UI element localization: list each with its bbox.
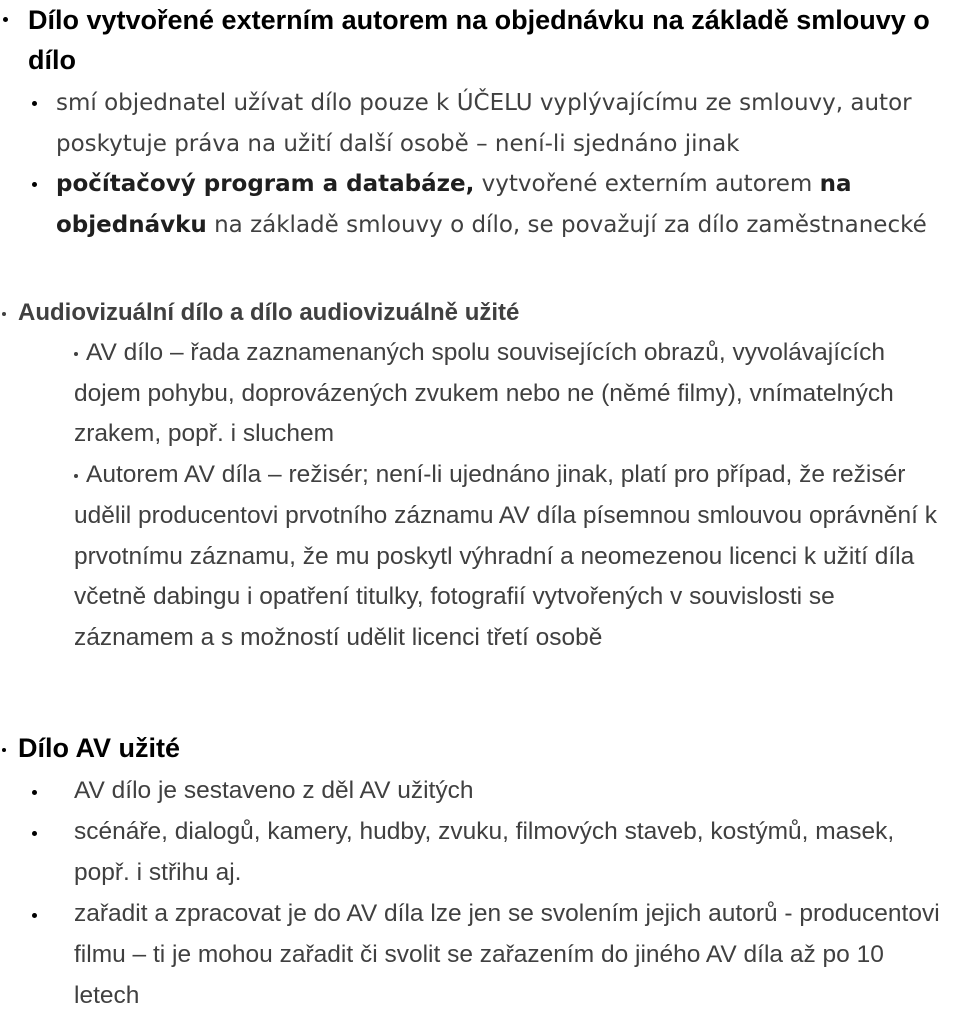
section-external-author-work [0, 0, 960, 245]
item-text: scénáře, dialogů, kamery, hudby, zvuku, filmových staveb, kostýmů, masek, popř. i střihu aj. [74, 818, 895, 886]
item-text: AV dílo – řada zaznamenaných spolu souvisejících obrazů, vyvolávajících dojem pohybu, doprovázených zvukem nebo ne (němé filmy), vnímatelných zrakem, popř. i sluchem [74, 339, 894, 448]
bullet-icon [32, 790, 37, 795]
bullet-icon [32, 101, 37, 106]
section-heading [0, 0, 958, 80]
list-item [0, 164, 956, 245]
item-text: Autorem AV díla – režisér; není-li ujednáno jinak, platí pro případ, že režisér udělil producentovi prvotního záznamu AV díla písemnou smlouvou oprávnění k prvotnímu záznamu, že mu poskytl výhradní a neomezenou licenci k užití díla včetně dabingu i opatření titulky, fotografií vytvořených v souvislosti se záznamem a s možností udělit licenci třetí osobě [74, 461, 938, 651]
bullet-icon [32, 182, 37, 187]
section-heading [0, 728, 960, 768]
list-item [0, 893, 954, 1016]
item-text-bold: počítačový program a databáze, [56, 171, 475, 197]
item-text: vytvořené externím autorem [474, 171, 820, 197]
bullet-icon [2, 748, 6, 752]
bullet-icon [2, 312, 6, 316]
item-text-bold: na objednávku [56, 171, 852, 238]
bullet-icon [3, 17, 8, 22]
heading-text: Dílo vytvořené externím autorem na objednávku na základě smlouvy o dílo [28, 5, 930, 75]
list-item [0, 811, 954, 893]
sub-list [0, 770, 960, 1016]
section-audiovisual-work [0, 293, 960, 659]
item-text: na základě smlouvy o dílo, se považují za dílo zaměstnanecké [206, 211, 927, 238]
item-text: zařadit a zpracovat je do AV díla lze jen se svolením jejich autorů - producentovi filmu – ti je mohou zařadit či svolit se zařazením do jiného AV díla až po 10 letech [74, 900, 940, 1009]
section-heading [0, 293, 960, 333]
item-text: smí objednatel užívat dílo pouze k ÚČELU vyplývajícímu ze smlouvy, autor poskytuje práva na užití další osobě – není-li sjednáno jinak [56, 90, 912, 157]
list-item [0, 770, 954, 811]
list-item [0, 83, 956, 164]
list-item [0, 333, 954, 455]
bullet-icon [32, 831, 37, 836]
sub-list [0, 83, 960, 245]
bullet-icon [32, 913, 37, 918]
section-av-used-work [0, 728, 960, 1016]
item-text: AV dílo je sestaveno z děl AV užitých [74, 777, 474, 804]
sub-list [0, 333, 960, 659]
heading-text: Audiovizuální dílo a dílo audiovizuálně užité [18, 299, 520, 326]
list-item [0, 455, 954, 659]
bullet-icon [74, 352, 78, 356]
heading-text: Dílo AV užité [18, 733, 180, 763]
